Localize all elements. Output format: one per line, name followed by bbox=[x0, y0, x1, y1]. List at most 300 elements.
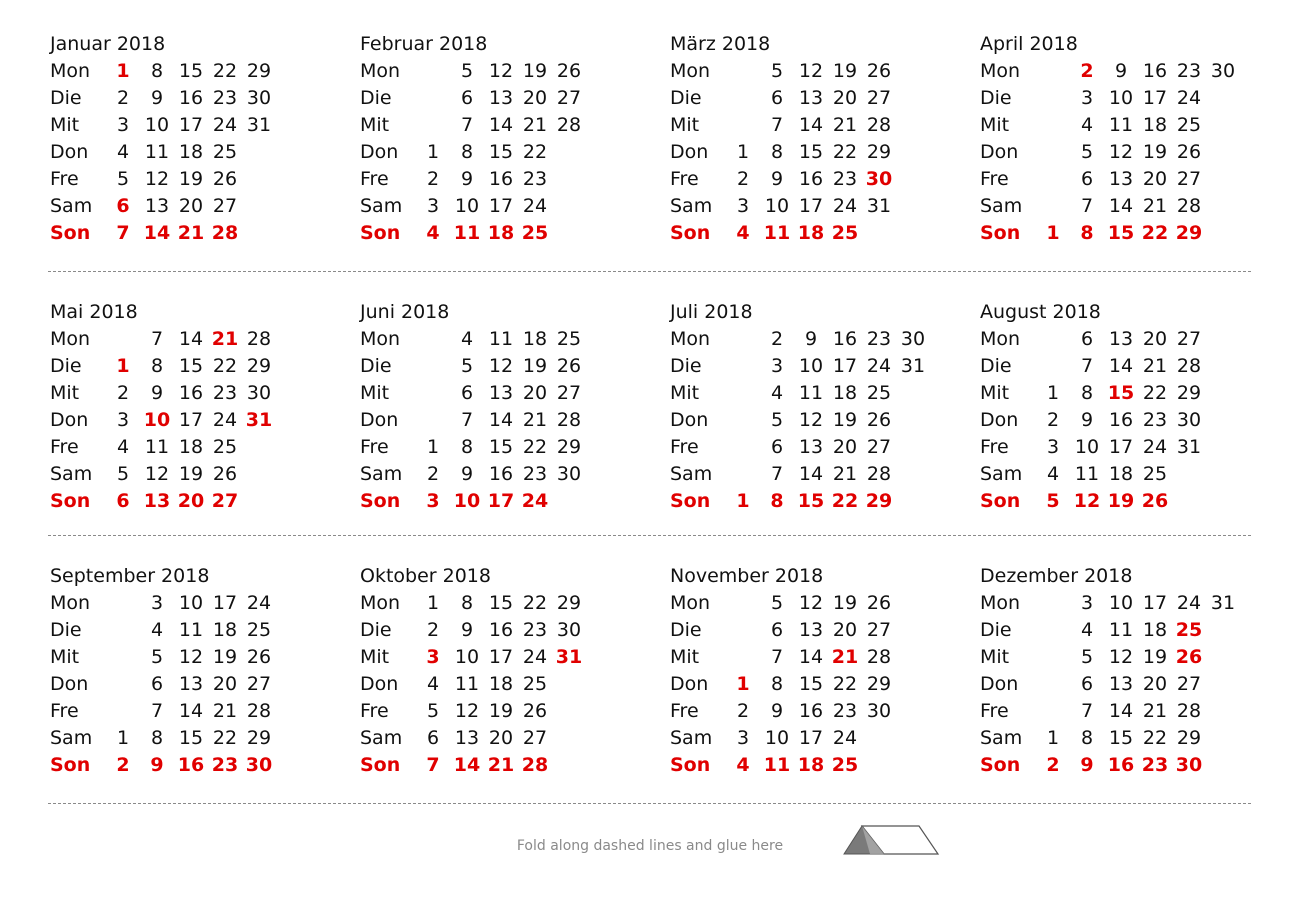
day-number: 14 bbox=[1108, 355, 1134, 377]
day-number: 14 bbox=[798, 114, 824, 136]
day-number: 8 bbox=[1080, 382, 1094, 404]
fold-line-3 bbox=[48, 803, 1251, 804]
day-number: 28 bbox=[866, 114, 892, 136]
day-number: 9 bbox=[1080, 754, 1094, 776]
day-number: 30 bbox=[866, 700, 892, 722]
day-number: 22 bbox=[212, 727, 238, 749]
weekday-label: Mit bbox=[670, 646, 700, 668]
day-number: 8 bbox=[1080, 222, 1094, 244]
day-number: 30 bbox=[1176, 409, 1202, 431]
day-number: 26 bbox=[1141, 490, 1169, 512]
month-title: Dezember 2018 bbox=[980, 565, 1133, 587]
day-number: 27 bbox=[1176, 673, 1202, 695]
day-number: 31 bbox=[866, 195, 892, 217]
day-number: 11 bbox=[454, 673, 480, 695]
day-number: 29 bbox=[556, 592, 582, 614]
day-number: 1 bbox=[426, 141, 440, 163]
weekday-label: Fre bbox=[670, 168, 699, 190]
day-number: 3 bbox=[1046, 436, 1060, 458]
day-number: 2 bbox=[116, 382, 130, 404]
day-number: 26 bbox=[1176, 141, 1202, 163]
weekday-label: Die bbox=[360, 619, 392, 641]
day-number: 27 bbox=[522, 727, 548, 749]
day-number: 18 bbox=[487, 222, 515, 244]
day-number: 29 bbox=[866, 141, 892, 163]
day-number: 10 bbox=[1108, 592, 1134, 614]
weekday-label: Mit bbox=[980, 646, 1010, 668]
day-number: 15 bbox=[178, 727, 204, 749]
month-title: November 2018 bbox=[670, 565, 824, 587]
day-number: 7 bbox=[150, 700, 164, 722]
weekday-label: Don bbox=[670, 141, 709, 163]
day-number: 15 bbox=[488, 592, 514, 614]
weekday-label: Mon bbox=[360, 592, 401, 614]
day-number: 15 bbox=[1107, 222, 1135, 244]
month-block bbox=[360, 565, 660, 795]
holiday-date: 26 bbox=[1175, 646, 1203, 668]
day-number: 18 bbox=[1142, 619, 1168, 641]
weekday-label: Sam bbox=[50, 463, 93, 485]
day-number: 27 bbox=[556, 382, 582, 404]
holiday-date: 1 bbox=[116, 355, 130, 377]
day-number: 30 bbox=[246, 382, 272, 404]
weekday-label: Don bbox=[50, 141, 89, 163]
day-number: 13 bbox=[454, 727, 480, 749]
day-number: 22 bbox=[1142, 727, 1168, 749]
day-number: 19 bbox=[1142, 646, 1168, 668]
day-number: 25 bbox=[866, 382, 892, 404]
holiday-date: 31 bbox=[555, 646, 583, 668]
weekday-label: Mon bbox=[50, 328, 91, 350]
weekday-label: Sam bbox=[360, 463, 403, 485]
holiday-date: 2 bbox=[1080, 60, 1094, 82]
day-number: 2 bbox=[116, 87, 130, 109]
day-number: 6 bbox=[116, 490, 130, 512]
day-number: 7 bbox=[1080, 195, 1094, 217]
day-number: 9 bbox=[150, 87, 164, 109]
holiday-date: 1 bbox=[116, 60, 130, 82]
day-number: 22 bbox=[522, 436, 548, 458]
weekday-label: Don bbox=[360, 141, 399, 163]
day-number: 11 bbox=[178, 619, 204, 641]
day-number: 8 bbox=[460, 592, 474, 614]
day-number: 29 bbox=[246, 355, 272, 377]
day-number: 1 bbox=[736, 141, 750, 163]
weekday-label: Sam bbox=[360, 195, 403, 217]
day-number: 22 bbox=[1142, 382, 1168, 404]
weekday-label: Don bbox=[980, 141, 1019, 163]
day-number: 9 bbox=[1080, 409, 1094, 431]
day-number: 30 bbox=[556, 463, 582, 485]
day-number: 5 bbox=[116, 463, 130, 485]
day-number: 7 bbox=[1080, 355, 1094, 377]
day-number: 6 bbox=[1080, 328, 1094, 350]
month-block bbox=[360, 301, 660, 531]
day-number: 12 bbox=[488, 355, 514, 377]
day-number: 9 bbox=[460, 463, 474, 485]
day-number: 6 bbox=[460, 382, 474, 404]
day-number: 2 bbox=[426, 463, 440, 485]
weekday-label: Sam bbox=[50, 727, 93, 749]
day-number: 21 bbox=[177, 222, 205, 244]
day-number: 23 bbox=[212, 382, 238, 404]
day-number: 5 bbox=[150, 646, 164, 668]
day-number: 30 bbox=[245, 754, 273, 776]
month-block bbox=[50, 301, 350, 531]
day-number: 12 bbox=[1073, 490, 1101, 512]
day-number: 9 bbox=[150, 754, 164, 776]
day-number: 24 bbox=[1176, 592, 1202, 614]
holiday-date: 31 bbox=[245, 409, 273, 431]
day-number: 3 bbox=[150, 592, 164, 614]
day-number: 5 bbox=[770, 60, 784, 82]
month-title: April 2018 bbox=[980, 33, 1078, 55]
day-number: 19 bbox=[832, 592, 858, 614]
day-number: 3 bbox=[1080, 87, 1094, 109]
day-number: 8 bbox=[150, 727, 164, 749]
weekday-label: Fre bbox=[50, 436, 79, 458]
day-number: 12 bbox=[1108, 141, 1134, 163]
day-number: 15 bbox=[798, 673, 824, 695]
day-number: 28 bbox=[1176, 700, 1202, 722]
day-number: 10 bbox=[1074, 436, 1100, 458]
month-block bbox=[980, 33, 1280, 263]
day-number: 26 bbox=[556, 355, 582, 377]
day-number: 6 bbox=[770, 619, 784, 641]
day-number: 5 bbox=[460, 60, 474, 82]
day-number: 29 bbox=[1176, 382, 1202, 404]
day-number: 25 bbox=[522, 673, 548, 695]
day-number: 25 bbox=[831, 222, 859, 244]
day-number: 25 bbox=[1176, 114, 1202, 136]
weekday-label: Mit bbox=[50, 114, 80, 136]
weekday-label: Son bbox=[360, 222, 401, 244]
day-number: 13 bbox=[1108, 328, 1134, 350]
month-title: Juli 2018 bbox=[670, 301, 753, 323]
day-number: 1 bbox=[1046, 222, 1060, 244]
day-number: 19 bbox=[522, 355, 548, 377]
month-title: September 2018 bbox=[50, 565, 210, 587]
day-number: 22 bbox=[212, 60, 238, 82]
day-number: 30 bbox=[900, 328, 926, 350]
day-number: 6 bbox=[1080, 168, 1094, 190]
weekday-label: Sam bbox=[360, 727, 403, 749]
day-number: 16 bbox=[798, 168, 824, 190]
day-number: 14 bbox=[798, 463, 824, 485]
holiday-date: 21 bbox=[831, 646, 859, 668]
holiday-date: 30 bbox=[865, 168, 893, 190]
day-number: 20 bbox=[488, 727, 514, 749]
day-number: 25 bbox=[1142, 463, 1168, 485]
month-block bbox=[670, 301, 970, 531]
day-number: 15 bbox=[797, 490, 825, 512]
weekday-label: Mon bbox=[980, 592, 1021, 614]
weekday-label: Fre bbox=[360, 700, 389, 722]
day-number: 8 bbox=[770, 141, 784, 163]
day-number: 20 bbox=[1142, 168, 1168, 190]
day-number: 12 bbox=[454, 700, 480, 722]
day-number: 18 bbox=[212, 619, 238, 641]
day-number: 14 bbox=[178, 328, 204, 350]
day-number: 24 bbox=[832, 727, 858, 749]
day-number: 22 bbox=[831, 490, 859, 512]
day-number: 11 bbox=[488, 328, 514, 350]
day-number: 17 bbox=[212, 592, 238, 614]
day-number: 5 bbox=[1046, 490, 1060, 512]
day-number: 21 bbox=[1142, 355, 1168, 377]
day-number: 8 bbox=[150, 60, 164, 82]
weekday-label: Sam bbox=[980, 195, 1023, 217]
day-number: 25 bbox=[831, 754, 859, 776]
day-number: 25 bbox=[521, 222, 549, 244]
holiday-date: 6 bbox=[116, 195, 130, 217]
day-number: 23 bbox=[1176, 60, 1202, 82]
weekday-label: Son bbox=[50, 222, 91, 244]
day-number: 5 bbox=[770, 592, 784, 614]
day-number: 17 bbox=[488, 195, 514, 217]
day-number: 29 bbox=[556, 436, 582, 458]
day-number: 10 bbox=[144, 114, 170, 136]
day-number: 20 bbox=[832, 436, 858, 458]
day-number: 24 bbox=[832, 195, 858, 217]
weekday-label: Mon bbox=[670, 592, 711, 614]
day-number: 10 bbox=[764, 727, 790, 749]
day-number: 19 bbox=[832, 409, 858, 431]
day-number: 20 bbox=[1142, 328, 1168, 350]
day-number: 21 bbox=[1142, 195, 1168, 217]
day-number: 29 bbox=[1175, 222, 1203, 244]
day-number: 29 bbox=[866, 673, 892, 695]
weekday-label: Mit bbox=[670, 114, 700, 136]
day-number: 26 bbox=[246, 646, 272, 668]
day-number: 27 bbox=[866, 619, 892, 641]
day-number: 3 bbox=[116, 114, 130, 136]
day-number: 28 bbox=[246, 328, 272, 350]
month-block bbox=[50, 565, 350, 795]
weekday-label: Die bbox=[670, 619, 702, 641]
day-number: 1 bbox=[426, 436, 440, 458]
day-number: 1 bbox=[426, 592, 440, 614]
day-number: 22 bbox=[522, 141, 548, 163]
day-number: 15 bbox=[798, 141, 824, 163]
weekday-label: Mon bbox=[980, 328, 1021, 350]
weekday-label: Die bbox=[980, 619, 1012, 641]
day-number: 23 bbox=[522, 463, 548, 485]
day-number: 20 bbox=[177, 490, 205, 512]
day-number: 30 bbox=[246, 87, 272, 109]
day-number: 4 bbox=[736, 754, 750, 776]
day-number: 16 bbox=[1142, 60, 1168, 82]
weekday-label: Son bbox=[980, 490, 1021, 512]
fold-instruction: Fold along dashed lines and glue here bbox=[516, 838, 784, 854]
day-number: 9 bbox=[770, 700, 784, 722]
day-number: 21 bbox=[522, 114, 548, 136]
day-number: 17 bbox=[798, 727, 824, 749]
holiday-date: 3 bbox=[426, 646, 440, 668]
day-number: 10 bbox=[453, 490, 481, 512]
day-number: 28 bbox=[866, 463, 892, 485]
day-number: 29 bbox=[865, 490, 893, 512]
day-number: 31 bbox=[246, 114, 272, 136]
day-number: 2 bbox=[1046, 754, 1060, 776]
weekday-label: Die bbox=[50, 355, 82, 377]
weekday-label: Fre bbox=[980, 436, 1009, 458]
day-number: 30 bbox=[1210, 60, 1236, 82]
day-number: 16 bbox=[488, 463, 514, 485]
weekday-label: Don bbox=[980, 673, 1019, 695]
day-number: 11 bbox=[1074, 463, 1100, 485]
weekday-label: Mon bbox=[670, 60, 711, 82]
day-number: 11 bbox=[144, 436, 170, 458]
day-number: 28 bbox=[1176, 355, 1202, 377]
day-number: 13 bbox=[798, 619, 824, 641]
day-number: 2 bbox=[1046, 409, 1060, 431]
day-number: 3 bbox=[426, 195, 440, 217]
day-number: 26 bbox=[522, 700, 548, 722]
day-number: 2 bbox=[736, 700, 750, 722]
weekday-label: Son bbox=[670, 754, 711, 776]
day-number: 11 bbox=[763, 222, 791, 244]
day-number: 13 bbox=[1108, 673, 1134, 695]
weekday-label: Sam bbox=[50, 195, 93, 217]
day-number: 20 bbox=[178, 195, 204, 217]
day-number: 15 bbox=[488, 141, 514, 163]
fold-line-1 bbox=[48, 271, 1251, 272]
day-number: 28 bbox=[246, 700, 272, 722]
day-number: 4 bbox=[770, 382, 784, 404]
day-number: 22 bbox=[832, 141, 858, 163]
day-number: 19 bbox=[1142, 141, 1168, 163]
day-number: 26 bbox=[866, 592, 892, 614]
day-number: 7 bbox=[770, 114, 784, 136]
day-number: 9 bbox=[460, 619, 474, 641]
day-number: 20 bbox=[522, 382, 548, 404]
day-number: 4 bbox=[116, 141, 130, 163]
day-number: 17 bbox=[798, 195, 824, 217]
day-number: 3 bbox=[426, 490, 440, 512]
day-number: 17 bbox=[832, 355, 858, 377]
day-number: 13 bbox=[143, 490, 171, 512]
day-number: 18 bbox=[522, 328, 548, 350]
weekday-label: Don bbox=[50, 409, 89, 431]
day-number: 26 bbox=[866, 409, 892, 431]
weekday-label: Don bbox=[50, 673, 89, 695]
weekday-label: Son bbox=[50, 490, 91, 512]
weekday-label: Mon bbox=[670, 328, 711, 350]
day-number: 17 bbox=[488, 646, 514, 668]
day-number: 27 bbox=[1176, 328, 1202, 350]
day-number: 26 bbox=[212, 168, 238, 190]
day-number: 8 bbox=[460, 436, 474, 458]
day-number: 29 bbox=[246, 60, 272, 82]
weekday-label: Don bbox=[980, 409, 1019, 431]
fold-tent-icon bbox=[840, 823, 942, 857]
weekday-label: Fre bbox=[980, 700, 1009, 722]
day-number: 19 bbox=[178, 463, 204, 485]
day-number: 18 bbox=[1142, 114, 1168, 136]
day-number: 17 bbox=[1142, 87, 1168, 109]
day-number: 17 bbox=[1142, 592, 1168, 614]
weekday-label: Fre bbox=[670, 436, 699, 458]
day-number: 6 bbox=[460, 87, 474, 109]
weekday-label: Die bbox=[50, 87, 82, 109]
weekday-label: Mon bbox=[50, 60, 91, 82]
day-number: 17 bbox=[178, 114, 204, 136]
day-number: 28 bbox=[556, 114, 582, 136]
day-number: 3 bbox=[736, 727, 750, 749]
month-title: Januar 2018 bbox=[50, 33, 166, 55]
month-title: Oktober 2018 bbox=[360, 565, 491, 587]
month-block bbox=[670, 33, 970, 263]
holiday-date: 15 bbox=[1107, 382, 1135, 404]
day-number: 23 bbox=[866, 328, 892, 350]
day-number: 14 bbox=[488, 114, 514, 136]
weekday-label: Sam bbox=[670, 195, 713, 217]
day-number: 10 bbox=[454, 646, 480, 668]
day-number: 18 bbox=[1108, 463, 1134, 485]
weekday-label: Sam bbox=[670, 727, 713, 749]
day-number: 21 bbox=[832, 463, 858, 485]
day-number: 9 bbox=[1114, 60, 1128, 82]
day-number: 7 bbox=[1080, 700, 1094, 722]
weekday-label: Don bbox=[360, 673, 399, 695]
day-number: 4 bbox=[426, 673, 440, 695]
weekday-label: Son bbox=[360, 754, 401, 776]
day-number: 17 bbox=[487, 490, 515, 512]
weekday-label: Die bbox=[50, 619, 82, 641]
day-number: 7 bbox=[426, 754, 440, 776]
weekday-label: Mon bbox=[50, 592, 91, 614]
weekday-label: Don bbox=[360, 409, 399, 431]
day-number: 27 bbox=[212, 195, 238, 217]
day-number: 19 bbox=[522, 60, 548, 82]
day-number: 18 bbox=[178, 141, 204, 163]
weekday-label: Fre bbox=[360, 168, 389, 190]
day-number: 4 bbox=[736, 222, 750, 244]
day-number: 26 bbox=[212, 463, 238, 485]
day-number: 11 bbox=[1108, 114, 1134, 136]
day-number: 12 bbox=[798, 409, 824, 431]
day-number: 23 bbox=[1141, 754, 1169, 776]
day-number: 24 bbox=[246, 592, 272, 614]
day-number: 1 bbox=[736, 490, 750, 512]
day-number: 24 bbox=[212, 114, 238, 136]
weekday-label: Mit bbox=[50, 646, 80, 668]
day-number: 16 bbox=[177, 754, 205, 776]
day-number: 9 bbox=[804, 328, 818, 350]
day-number: 12 bbox=[798, 60, 824, 82]
day-number: 8 bbox=[150, 355, 164, 377]
day-number: 24 bbox=[521, 490, 549, 512]
day-number: 25 bbox=[556, 328, 582, 350]
weekday-label: Sam bbox=[980, 727, 1023, 749]
day-number: 21 bbox=[212, 700, 238, 722]
day-number: 25 bbox=[246, 619, 272, 641]
weekday-label: Mon bbox=[360, 60, 401, 82]
day-number: 24 bbox=[522, 195, 548, 217]
day-number: 14 bbox=[488, 409, 514, 431]
day-number: 9 bbox=[150, 382, 164, 404]
day-number: 20 bbox=[212, 673, 238, 695]
day-number: 13 bbox=[488, 382, 514, 404]
day-number: 8 bbox=[460, 141, 474, 163]
day-number: 1 bbox=[116, 727, 130, 749]
day-number: 3 bbox=[1080, 592, 1094, 614]
weekday-label: Mit bbox=[50, 382, 80, 404]
day-number: 22 bbox=[1141, 222, 1169, 244]
day-number: 9 bbox=[770, 168, 784, 190]
holiday-date: 1 bbox=[736, 673, 750, 695]
